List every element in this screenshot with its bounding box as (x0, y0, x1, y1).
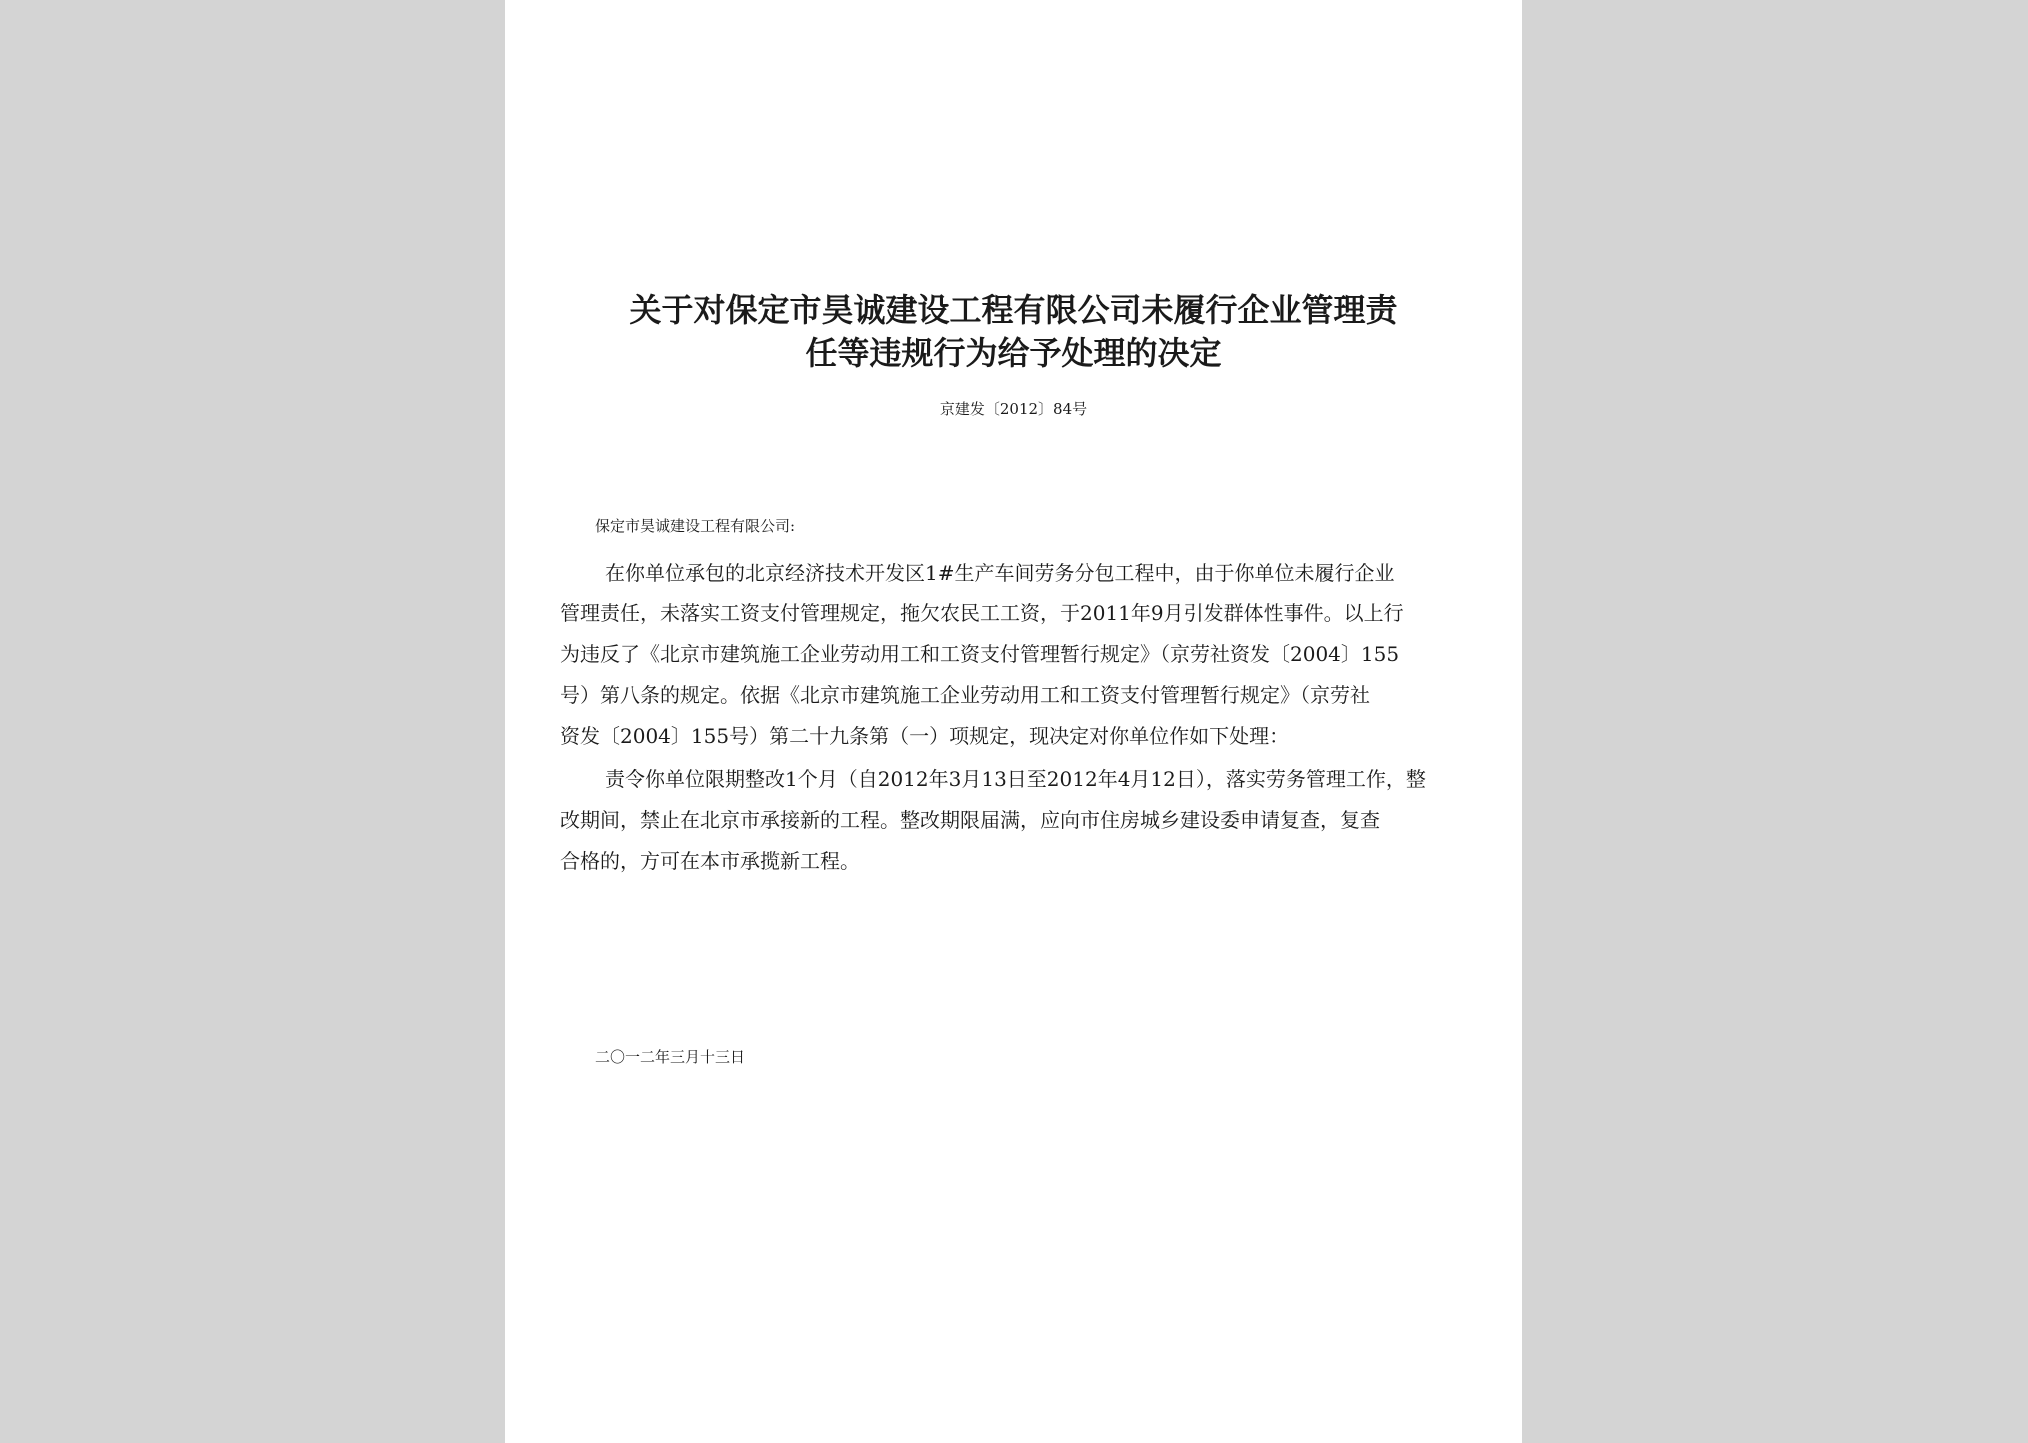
paragraph-2-line: 改期间，禁止在北京市承接新的工程。整改期限届满，应向市住房城乡建设委申请复查，复查 (560, 808, 1380, 832)
document-page (505, 0, 1522, 1443)
paragraph-1-line: 管理责任，未落实工资支付管理规定，拖欠农民工工资，于2011年9月引发群体性事件。以上行 (560, 601, 1404, 625)
document-title-line-2: 任等违规行为给予处理的决定 (805, 334, 1222, 372)
paragraph-1-line: 资发〔2004〕155号）第二十九条第（一）项规定，现决定对你单位作如下处理： (560, 724, 1290, 748)
document-title-line-1: 关于对保定市昊诚建设工程有限公司未履行企业管理责 (629, 291, 1398, 329)
salutation: 保定市昊诚建设工程有限公司: (595, 517, 796, 535)
paragraph-1-line: 号）第八条的规定。依据《北京市建筑施工企业劳动用工和工资支付管理暂行规定》（京劳社 (560, 683, 1370, 707)
paragraph-2-line: 责令你单位限期整改1个月（自2012年3月13日至2012年4月12日），落实劳务管理工作，整 (605, 767, 1426, 791)
paragraph-2-line: 合格的，方可在本市承揽新工程。 (560, 849, 860, 873)
document-number: 京建发〔2012〕84号 (939, 400, 1088, 418)
paragraph-1-line: 为违反了《北京市建筑施工企业劳动用工和工资支付管理暂行规定》（京劳社资发〔2004〕155 (560, 642, 1400, 666)
paragraph-1-line: 在你单位承包的北京经济技术开发区1#生产车间劳务分包工程中，由于你单位未履行企业 (605, 561, 1395, 585)
document-date: 二〇一二年三月十三日 (595, 1048, 746, 1066)
